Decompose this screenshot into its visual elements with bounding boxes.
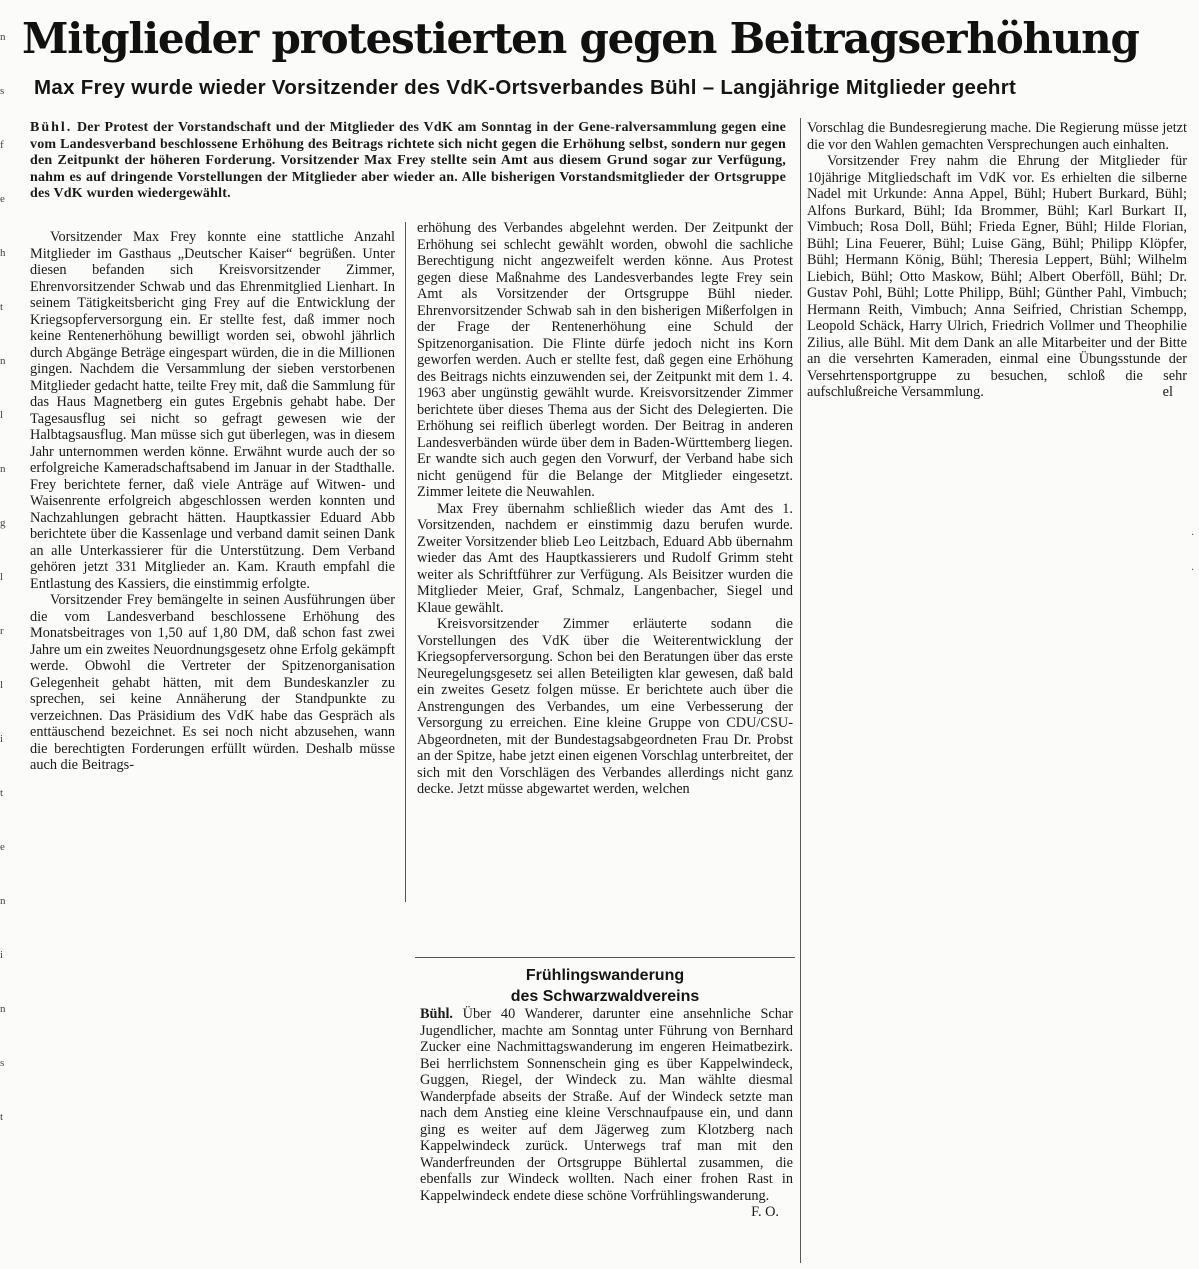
column-divider [800, 118, 801, 1263]
column-1-paragraph-1: Vorsitzender Max Frey konnte eine stattliche Anzahl Mitglieder im Gasthaus „Deutscher Kaiser“ begrüßen. Unter diesen befanden sich Kreisvorsitzender Zimmer, Ehrenvorsitzender Schwab und das Ehrenmitglied Lienhart. In seinem Tätigkeitsbericht ging Frey auf die Entwicklung der Kriegsopferversorgung ein. Er stellte fest, daß immer noch keine Rentenerhöhung bewilligt worden sei, obwohl jährlich durch Abgänge Beträge eingespart würden, die in die Millionen gingen. Nachdem die Versammlung der sieben verstorbenen Mitglieder gedacht hatte, teilte Frey mit, daß die Sammlung für das Haus Magnetberg ein gutes Ergebnis gehabt habe. Der Tagesausflug sei nicht so gefragt gewesen wie der Halbtagsausflug. Man müsse sich gut überlegen, was in diesem Jahr unternommen werden könne. Erwähnt wurde auch der so erfolgreiche Kameradschaftsabend im Januar in der Stadthalle. Frey berichtete ferner, daß viele Anträge auf Witwen- und Waisenrente erfolgreich abgeschlossen werden konnten und Nachzahlungen gebracht hätten. Hauptkassier Eduard Abb berichtete über die Kassenlage und verband damit seinen Dank an alle Unterkassierer für die Unterstützung. Dem Verband gehören jetzt 331 Mitglieder an. Kam. Krauth empfahl die Entlastung des Kassiers, die einstimmig erfolgte. [30, 229, 395, 592]
box-place: Bühl. [420, 1006, 453, 1022]
author-signature: el [1162, 384, 1173, 400]
edge-fragment: i [0, 733, 4, 745]
edge-fragment: e [0, 193, 5, 205]
honors-text: Vorsitzender Frey nahm die Ehrung der Mitglieder für 10jährige Mitgliedschaft im VdK vor. Es erhielten die silberne Nadel mit Urkunde: Anna Appel, Bühl; Hubert Burkard, Bühl; Alfons Burkard, Bühl; Ida Brommer, Bühl; Karl Burkart II, Vimbuch; Rosa Doll, Bühl; Frieda Egner, Bühl; Hilde Florian, Bühl; Lina Feuerer, Bühl; Luise Gäng, Bühl; Philipp Klöpfer, Bühl; Hermann König, Bühl; Theresia Leppert, Bühl; Wilhelm Liebich, Bühl; Otto Maskow, Bühl; Albert Oberföll, Bühl; Dr. Gustav Pohl, Bühl; Lotte Philipp, Bühl; Günther Pahl, Vimbuch; Hermann Reith, Vimbuch; Anna Seifried, Christian Schempp, Leopold Schäck, Harry Ulrich, Friedrich Vollmer und Theophilie Zilius, alle Bühl. Mit dem Dank an alle Mitarbeiter und der Bitte an die versehrten Kameraden, einmal eine Übungsstunde der Versehrtensportgruppe zu besuchen, schloß die sehr aufschlußreiche Versammlung. [807, 153, 1187, 400]
edge-fragment: g [0, 517, 6, 529]
column-2-paragraph-2: Max Frey übernahm schließlich wieder das Amt des 1. Vorsitzenden, nachdem er einstimmig dazu berufen wurde. Zweiter Vorsitzender blieb Leo Leitzbach, Eduard Abb übernahm wieder das Amt des Hauptkassierers und Rudolf Grimm steht weiter als Schriftführer zur Verfügung. Als Beisitzer wurden die Mitglieder Meier, Graf, Schmalz, Langenbacher, Siegel und Klaue gewählt. [417, 500, 793, 616]
column-3-paragraph-1: Vorschlag die Bundesregierung mache. Die Regierung müsse jetzt die vor den Wahlen gemachten Versprechungen auch einhalten. [807, 120, 1187, 153]
edge-fragment: h [0, 247, 6, 259]
box-headline-line-2: des Schwarzwaldvereins [510, 988, 700, 1005]
box-headline [417, 965, 793, 1007]
edge-fragment: l [0, 571, 4, 583]
right-edge-mark: · [1191, 530, 1195, 541]
adjacent-column-fragments [0, 30, 16, 1250]
edge-fragment: s [0, 1057, 5, 1069]
right-edge-mark: · [1191, 565, 1195, 576]
edge-fragment: n [0, 1003, 6, 1015]
subheadline: Max Frey wurde wieder Vorsitzender des VdK-Ortsverbandes Bühl – Langjährige Mitglieder geehrt [34, 76, 1017, 99]
column-1-paragraph-2: Vorsitzender Frey bemängelte in seinen Ausführungen über die vom Landesverband beschlossene Erhöhung des Monatsbeitrages von 1,50 auf 1,80 DM, daß schon fast zwei Jahre um ein zweites Neuordnungsgesetz ohne Erfolg gekämpft werde. Obwohl die Vertreter der Spitzenorganisation Gelegenheit gehabt hätten, mit dem Bundeskanzler zu sprechen, sei keine Annäherung der Standpunkte zu verzeichnen. Das Präsidium des VdK habe das Gespräch als enttäuschend bezeichnet. Es sei noch nicht abzusehen, wann die berechtigten Forderungen erfüllt würden. Deshalb müsse auch die Beitrags- [30, 592, 395, 773]
edge-fragment: t [0, 1111, 4, 1123]
edge-fragment: n [0, 463, 6, 475]
box-headline-line-1: Frühlingswanderung [525, 967, 685, 984]
edge-fragment: s [0, 85, 5, 97]
edge-fragment: n [0, 355, 6, 367]
edge-fragment: r [0, 625, 4, 637]
edge-fragment: f [0, 139, 4, 151]
box-text: Über 40 Wanderer, darunter eine ansehnliche Schar Jugendlicher, machte am Sonntag unter Führung von Bernhard Zucker eine Nachmittagswanderung im engeren Heimatbezirk. Bei herrlichstem Sonnenschein ging es über Kappelwindeck, Guggen, Riegel, der Windeck zu. Man wählte diesmal Wanderpfade abseits der Straße. Auf der Windeck setzte man nach dem Anstieg eine kleine Verschnaufpause ein, und dann ging es weiter auf dem Jägerweg zum Klotzberg nach Kappelwindeck zurück. Unterwegs traf man mit den Wanderfreunden der Ortsgruppe Bühlertal zusammen, die ebenfalls zur Windeck wollten. Nach einer frohen Rast in Kappelwindeck endete diese schöne Vorfrühlingswanderung. [420, 1006, 793, 1204]
edge-fragment: t [0, 301, 4, 313]
edge-fragment: i [0, 949, 4, 961]
edge-fragment: l [0, 679, 4, 691]
column-2-paragraph-1: erhöhung des Verbandes abgelehnt werden. Der Zeitpunkt der Erhöhung sei schlecht gewählt worden, obwohl die sachliche Berechtigung nicht angezweifelt werden könne. Aus Protest gegen diese Maßnahme des Landesverbandes legte Frey sein Amt als Vorsitzender der Ortsgruppe Bühl nieder. Ehrenvorsitzender Schwab sah in den bisherigen Mißerfolgen in der Frage der Rentenerhöhung eine Schuld der Spitzenorganisation. Die Flinte dürfe jedoch nicht ins Korn geworfen werden. Auch er stellte fest, daß gegen eine Erhöhung des Beitrags nichts einzuwenden sei, der Zeitpunkt mit dem 1. 4. 1963 aber ungünstig gewählt wurde. Kreisvorsitzender Zimmer berichtete über dieses Thema aus der Sicht des Delegierten. Die Erhöhung sei reiflich überlegt worden. Der Beitrag in anderen Landesverbänden würde über dem in Baden-Württemberg liegen. Er wandte sich auch gegen den Vorwurf, der Verband habe sich nicht genügend für die Belange der Mitglieder eingesetzt. Zimmer leitete die Neuwahlen. [417, 220, 793, 500]
lead-place: Bühl. [30, 120, 73, 135]
box-article [420, 1006, 793, 1221]
column-3 [807, 120, 1187, 401]
lead-text: Der Protest der Vorstandschaft und der Mitglieder des VdK am Sonntag in der Gene-ralversammlung gegen eine vom Landesverband beschlossene Erhöhung des Beitrags richtete sich nicht gegen die Erhöhung selbst, sondern nur gegen den Zeitpunkt der höheren Forderung. Vorsitzender Max Frey stellte sein Amt aus diesem Grund sogar zur Verfügung, nahm es auf dringende Vorstellungen der Mitglieder aber wieder an. Alle bisherigen Vorstandsmitglieder der Ortsgruppe des VdK wurden wiedergewählt. [30, 120, 786, 201]
edge-fragment: l [0, 409, 4, 421]
edge-fragment: n [0, 895, 6, 907]
headline: Mitglieder protestierten gegen Beitragserhöhung [22, 14, 1139, 63]
column-divider [405, 222, 406, 902]
edge-fragment: n [0, 31, 6, 43]
edge-fragment: t [0, 787, 4, 799]
column-3-paragraph-2 [807, 153, 1187, 401]
edge-fragment: e [0, 841, 5, 853]
column-2 [417, 220, 793, 798]
column-1 [30, 229, 395, 774]
column-2-paragraph-3: Kreisvorsitzender Zimmer erläuterte sodann die Vorstellungen des VdK über die Weiterentwicklung der Kriegsopferversorgung. Schon bei den Beratungen über das erste Neuregelungsgesetz sei allen Beteiligten klar gewesen, daß bald ein zweites Gesetz folgen müsse. Er berichtete auch über die Anstrengungen des Verbandes, um eine Verbesserung der Versorgung zu erreichen. Eine kleine Gruppe von CDU/CSU-Abgeordneten, mit der Bundestagsabgeordneten Frau Dr. Probst an der Spitze, habe jetzt einen eigenen Vorschlag unterbreitet, der sich mit den Vorschlägen des Verbandes allerdings nicht ganz decke. Jetzt müsse abgewartet werden, welchen [417, 616, 793, 797]
box-signature: F. O. [751, 1204, 779, 1220]
box-top-rule [415, 957, 795, 958]
lead-paragraph [30, 120, 786, 203]
